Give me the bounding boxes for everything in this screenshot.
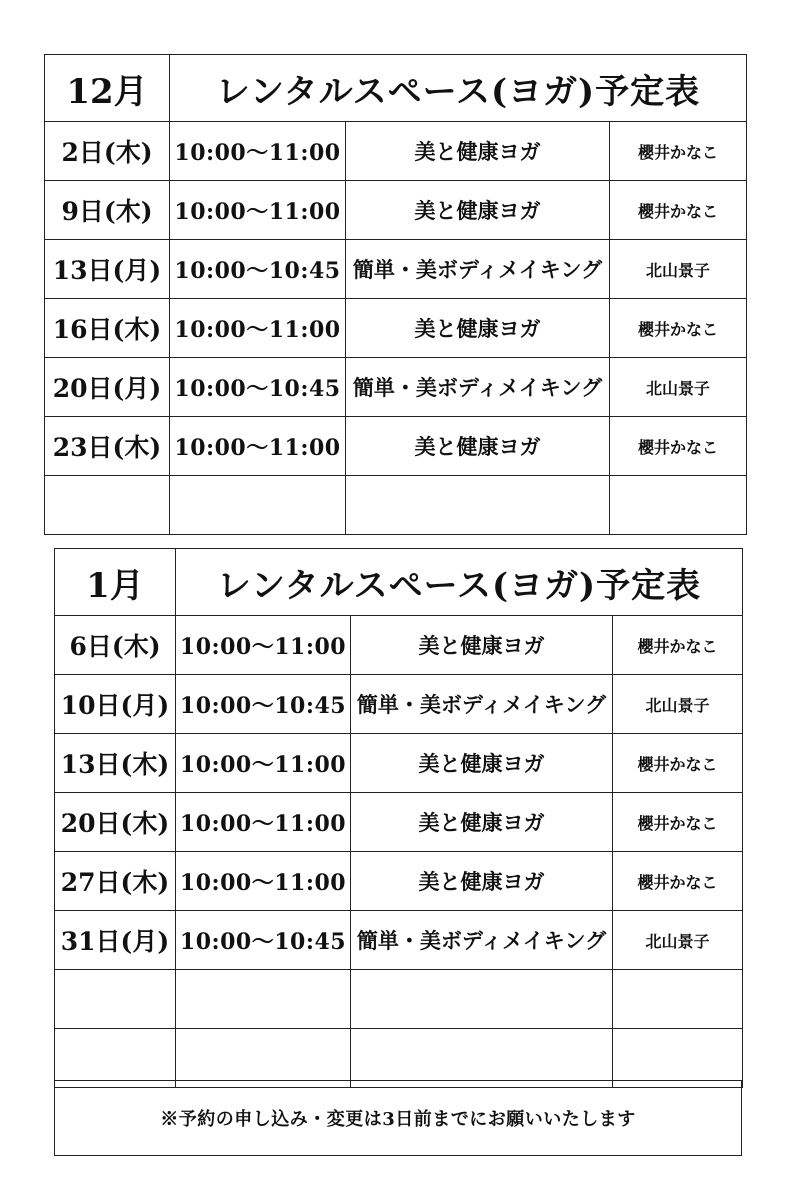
date-cell: 2日(木)	[45, 122, 170, 181]
time-cell: 10:00～11:00	[176, 852, 351, 911]
time-cell: 10:00～10:45	[176, 911, 351, 970]
schedule-row	[55, 616, 743, 675]
date-cell: 23日(木)	[45, 417, 170, 476]
schedule-row	[45, 417, 747, 476]
instructor-cell: 櫻井かなこ	[613, 734, 743, 793]
instructor-cell	[613, 1029, 743, 1088]
class-name-cell: 美と健康ヨガ	[346, 122, 610, 181]
time-cell: 10:00～11:00	[170, 181, 346, 240]
date-cell: 27日(木)	[55, 852, 176, 911]
booking-note: ※予約の申し込み・変更は3日前までにお願いいたします	[55, 1081, 742, 1156]
time-cell: 10:00～10:45	[170, 358, 346, 417]
class-name-cell: 簡単・美ボディメイキング	[346, 240, 610, 299]
schedule-row	[55, 852, 743, 911]
instructor-cell: 櫻井かなこ	[613, 616, 743, 675]
schedule-row	[45, 299, 747, 358]
schedule-title: レンタルスペース(ヨガ)予定表	[176, 549, 743, 616]
date-cell: 13日(月)	[45, 240, 170, 299]
january-header-row	[55, 549, 743, 616]
note-table	[54, 1080, 742, 1156]
class-name-cell	[351, 970, 613, 1029]
date-cell: 31日(月)	[55, 911, 176, 970]
class-name-cell: 簡単・美ボディメイキング	[351, 911, 613, 970]
instructor-cell	[613, 970, 743, 1029]
class-name-cell: 美と健康ヨガ	[351, 793, 613, 852]
december-header-row	[45, 55, 747, 122]
instructor-cell: 北山景子	[610, 358, 747, 417]
date-cell: 16日(木)	[45, 299, 170, 358]
schedule-row	[45, 240, 747, 299]
instructor-cell: 櫻井かなこ	[610, 299, 747, 358]
time-cell: 10:00～10:45	[170, 240, 346, 299]
schedule-row	[45, 122, 747, 181]
class-name-cell	[351, 1029, 613, 1088]
january-schedule-table	[54, 548, 743, 1088]
schedule-row	[45, 358, 747, 417]
time-cell	[170, 476, 346, 535]
date-cell	[55, 970, 176, 1029]
empty-schedule-row	[45, 476, 747, 535]
instructor-cell	[610, 476, 747, 535]
month-label: 1月	[55, 549, 176, 616]
date-cell: 6日(木)	[55, 616, 176, 675]
date-cell: 20日(木)	[55, 793, 176, 852]
schedule-title: レンタルスペース(ヨガ)予定表	[170, 55, 747, 122]
empty-schedule-row	[55, 1029, 743, 1088]
instructor-cell: 北山景子	[613, 675, 743, 734]
time-cell: 10:00～11:00	[176, 616, 351, 675]
time-cell: 10:00～11:00	[170, 299, 346, 358]
time-cell: 10:00～11:00	[170, 122, 346, 181]
schedule-row	[55, 793, 743, 852]
time-cell	[176, 1029, 351, 1088]
instructor-cell: 櫻井かなこ	[610, 122, 747, 181]
schedule-row	[55, 734, 743, 793]
time-cell: 10:00～10:45	[176, 675, 351, 734]
date-cell	[55, 1029, 176, 1088]
time-cell: 10:00～11:00	[176, 734, 351, 793]
date-cell: 10日(月)	[55, 675, 176, 734]
time-cell	[176, 970, 351, 1029]
instructor-cell: 櫻井かなこ	[610, 181, 747, 240]
schedule-row	[55, 675, 743, 734]
instructor-cell: 北山景子	[613, 911, 743, 970]
class-name-cell: 美と健康ヨガ	[346, 417, 610, 476]
date-cell: 9日(木)	[45, 181, 170, 240]
date-cell: 13日(木)	[55, 734, 176, 793]
class-name-cell: 美と健康ヨガ	[346, 299, 610, 358]
date-cell: 20日(月)	[45, 358, 170, 417]
class-name-cell	[346, 476, 610, 535]
schedule-row	[55, 911, 743, 970]
class-name-cell: 美と健康ヨガ	[351, 734, 613, 793]
class-name-cell: 簡単・美ボディメイキング	[346, 358, 610, 417]
instructor-cell: 櫻井かなこ	[613, 852, 743, 911]
empty-schedule-row	[55, 970, 743, 1029]
class-name-cell: 簡単・美ボディメイキング	[351, 675, 613, 734]
time-cell: 10:00～11:00	[170, 417, 346, 476]
schedule-row	[45, 181, 747, 240]
december-schedule-table	[44, 54, 747, 535]
instructor-cell: 櫻井かなこ	[610, 417, 747, 476]
month-label: 12月	[45, 55, 170, 122]
class-name-cell: 美と健康ヨガ	[351, 852, 613, 911]
class-name-cell: 美と健康ヨガ	[346, 181, 610, 240]
time-cell: 10:00～11:00	[176, 793, 351, 852]
class-name-cell: 美と健康ヨガ	[351, 616, 613, 675]
date-cell	[45, 476, 170, 535]
instructor-cell: 櫻井かなこ	[613, 793, 743, 852]
instructor-cell: 北山景子	[610, 240, 747, 299]
